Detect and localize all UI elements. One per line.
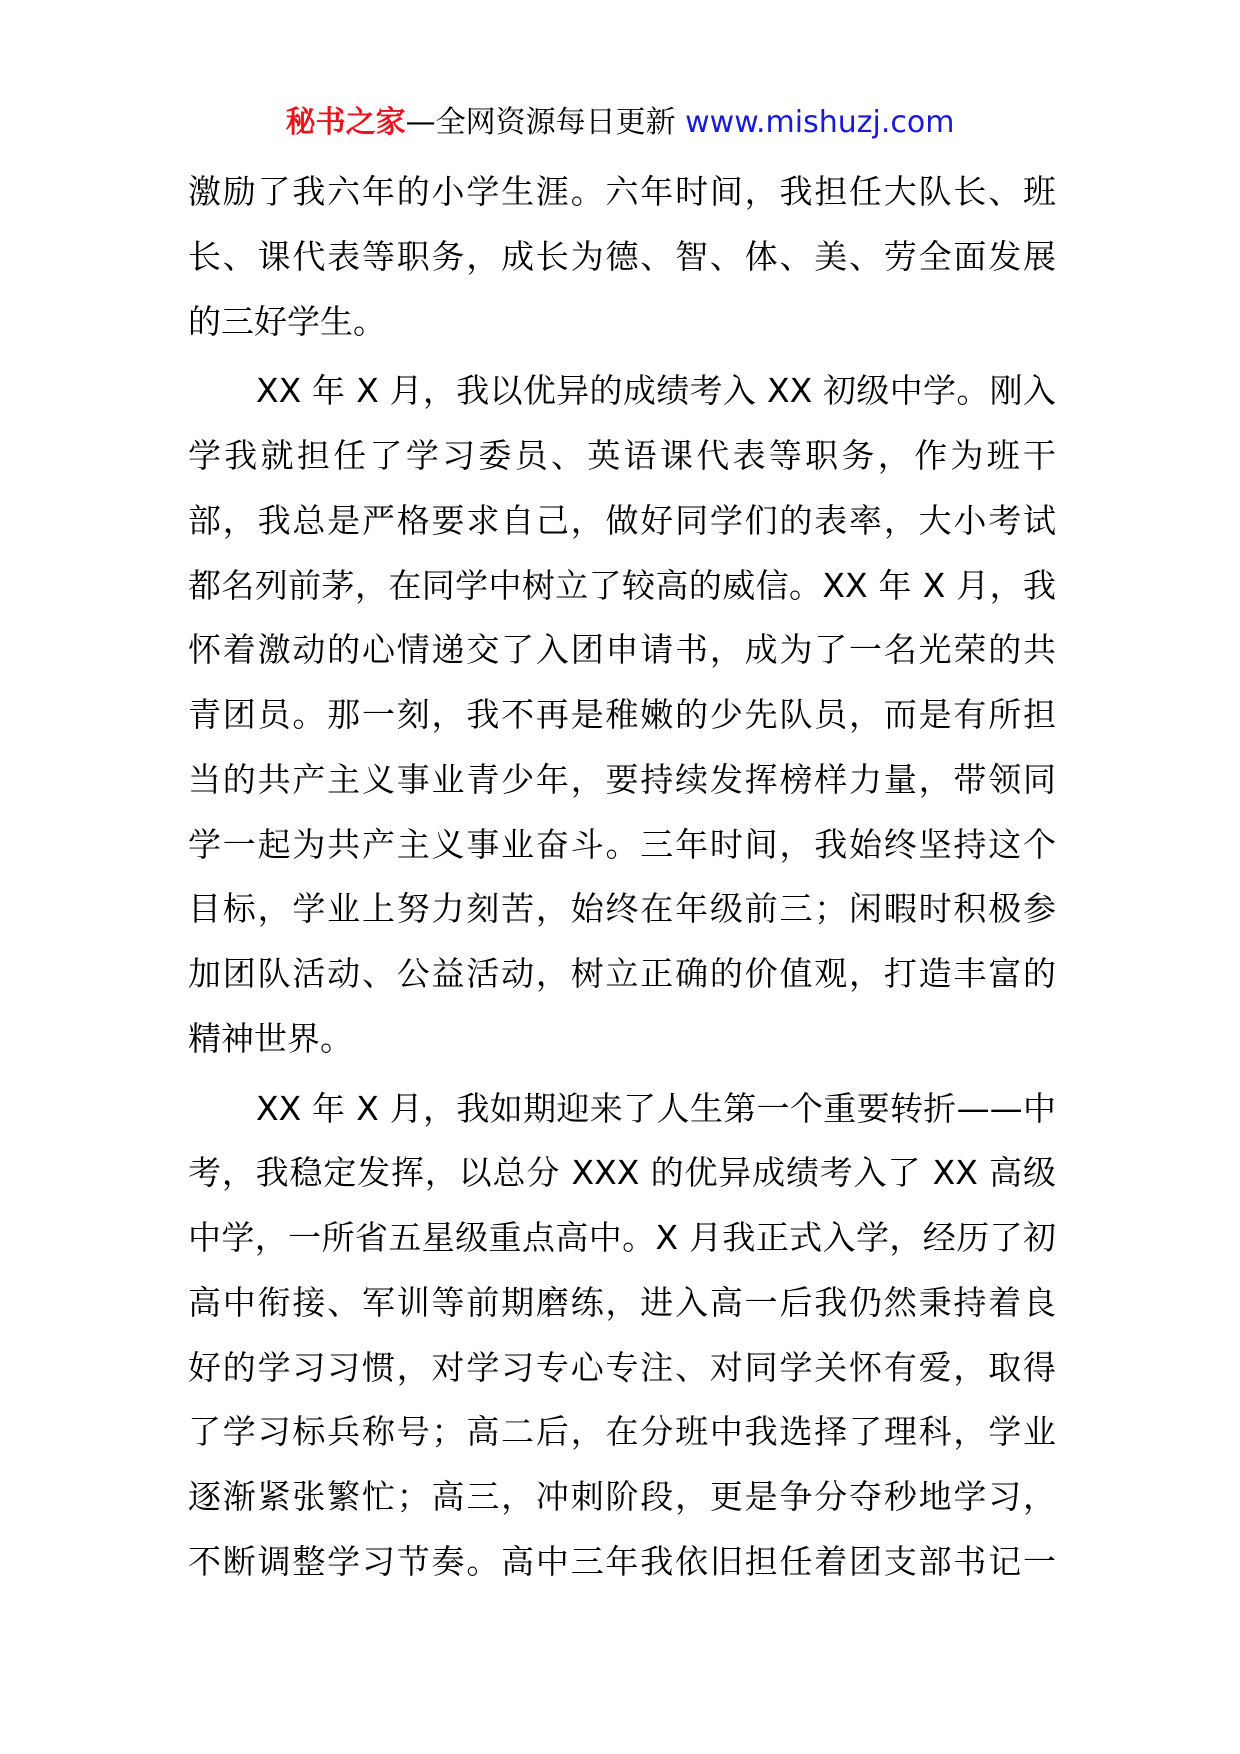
text-line: 青团员。那一刻，我不再是稚嫩的少先队员，而是有所担 <box>188 695 1056 734</box>
text-line: 了学习标兵称号；高二后，在分班中我选择了理科，学业 <box>188 1412 1056 1452</box>
header-tagline: —全网资源每日更新 <box>405 105 686 140</box>
text-line: 当的共产主义事业青少年，要持续发挥榜样力量，带领同 <box>188 759 1056 799</box>
text-line: 逐渐紧张繁忙；高三，冲刺阶段，更是争分夺秒地学习， <box>188 1477 1056 1516</box>
text-line: 加团队活动、公益活动，树立正确的价值观，打造丰富的 <box>188 954 1056 993</box>
text-line: 不断调整学习节奏。高中三年我依旧担任着团支部书记一 <box>188 1541 1056 1581</box>
brand-name: 秘书之家 <box>285 105 406 140</box>
paragraph <box>188 160 1056 354</box>
text-line: 激励了我六年的小学生涯。六年时间，我担任大队长、班 <box>188 172 1056 211</box>
text-line: 长、课代表等职务，成长为德、智、体、美、劳全面发展 <box>188 236 1056 276</box>
paragraph <box>188 1077 1056 1595</box>
text-line: 部，我总是严格要求自己，做好同学们的表率，大小考试 <box>188 500 1056 540</box>
text-line: 高中衔接、军训等前期磨练，进入高一后我仍然秉持着良 <box>188 1282 1056 1322</box>
site-url-link[interactable]: www.mishuzj.com <box>685 105 955 140</box>
text-line: 好的学习习惯，对学习专心专注、对同学关怀有爱，取得 <box>188 1347 1056 1387</box>
site-header <box>0 103 1240 143</box>
text-line: 的三好学生。 <box>188 301 386 341</box>
text-line: 考，我稳定发挥，以总分 XXX 的优异成绩考入了 XX 高级 <box>188 1153 1056 1193</box>
text-line: XX 年 X 月，我如期迎来了人生第一个重要转折——中 <box>256 1088 1056 1128</box>
text-line: 都名列前茅，在同学中树立了较高的威信。XX 年 X 月，我 <box>188 565 1056 605</box>
text-line: 学我就担任了学习委员、英语课代表等职务，作为班干 <box>188 436 1056 475</box>
paragraph <box>188 359 1056 1071</box>
document-body <box>188 160 1056 1595</box>
text-line: 中学，一所省五星级重点高中。X 月我正式入学，经历了初 <box>188 1218 1056 1257</box>
text-line: 精神世界。 <box>188 1018 353 1058</box>
text-line: 学一起为共产主义事业奋斗。三年时间，我始终坚持这个 <box>188 824 1056 864</box>
text-line: XX 年 X 月，我以优异的成绩考入 XX 初级中学。刚入 <box>256 371 1056 411</box>
text-line: 目标，学业上努力刻苦，始终在年级前三；闲暇时积极参 <box>188 889 1056 929</box>
text-line: 怀着激动的心情递交了入团申请书，成为了一名光荣的共 <box>188 630 1056 670</box>
